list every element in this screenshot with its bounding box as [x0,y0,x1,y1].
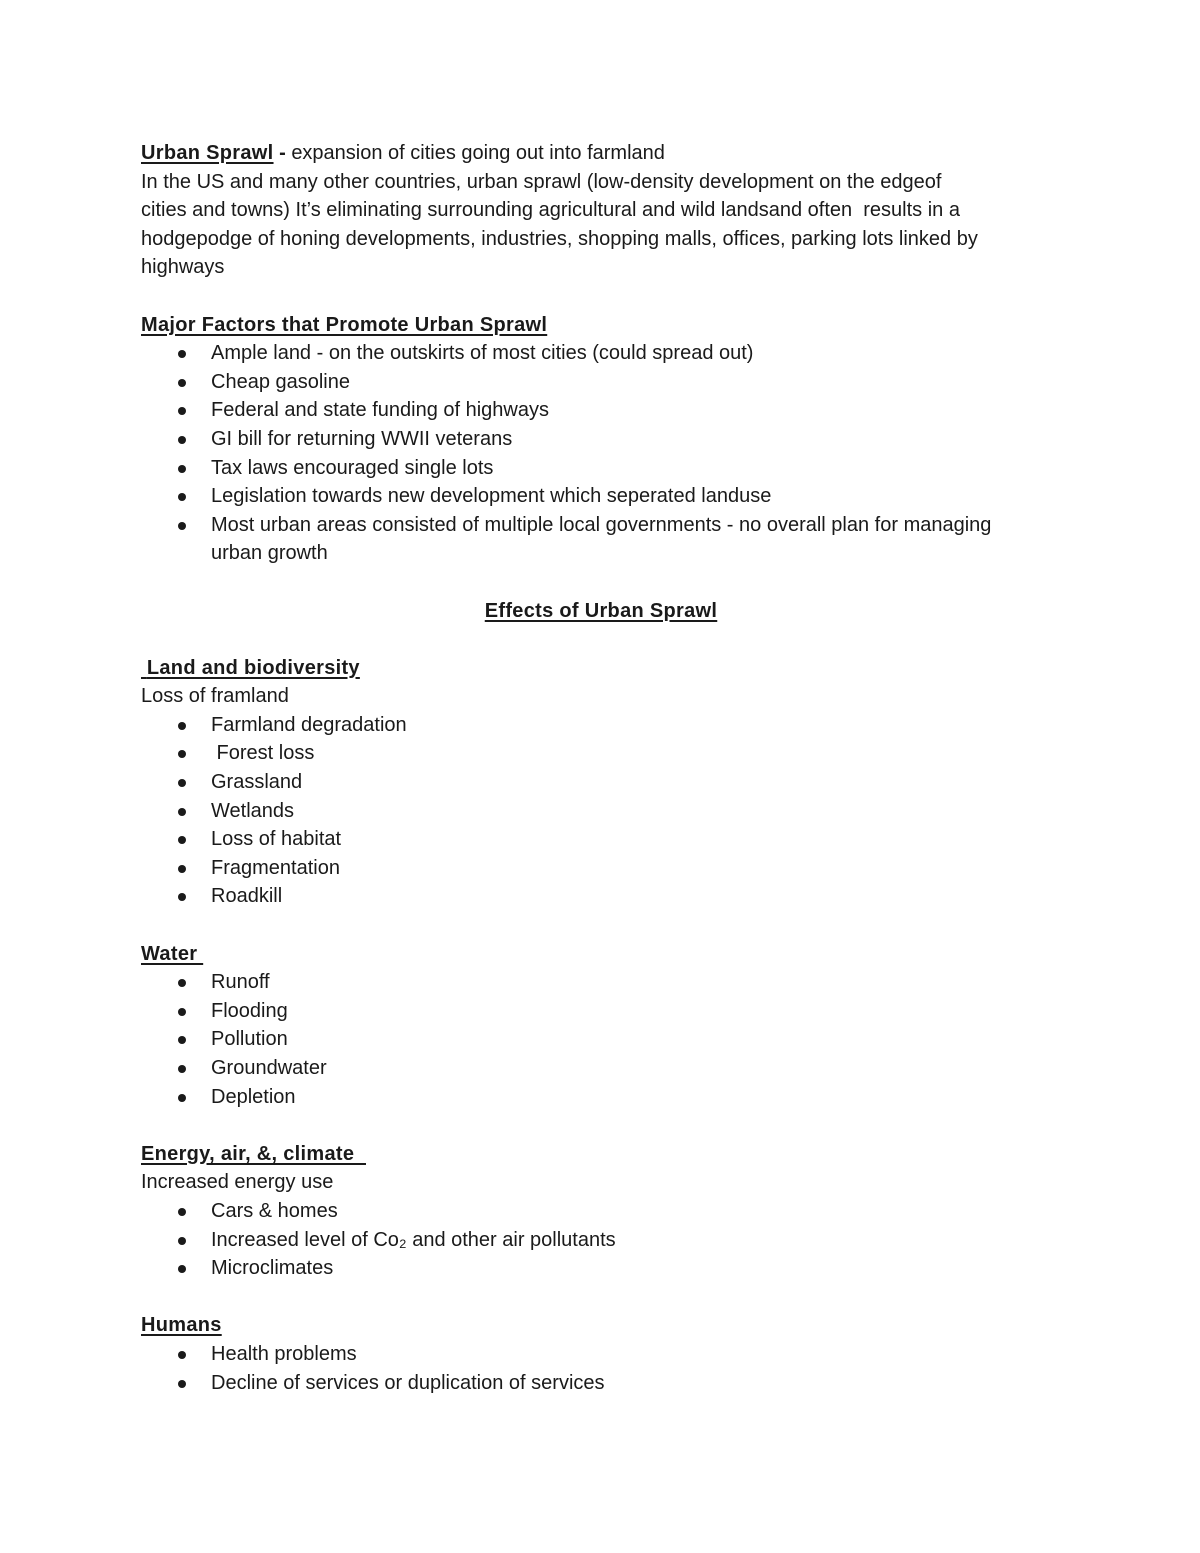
list-item-text: Federal and state funding of highways [211,399,549,422]
list-item [141,1369,1061,1398]
list-item-text: Legislation towards new development which seperated landuse [211,485,772,508]
land-list [141,711,1061,911]
bullet-icon [178,436,186,444]
bullet-icon [178,722,186,730]
list-item [141,454,1061,483]
bullet-icon [178,1380,186,1388]
spacer [141,1111,1061,1140]
bullet-icon [178,750,186,758]
list-item [141,425,1061,454]
list-item [141,1340,1061,1369]
list-item [141,396,1061,425]
list-item [141,825,1061,854]
list-item [141,711,1061,740]
list-item-text: Health problems [211,1342,357,1365]
spacer [141,568,1061,597]
bullet-icon [178,865,186,873]
intro-line [141,139,1061,168]
energy-list [141,1197,1061,1283]
bullet-icon [178,350,186,358]
list-item-text: Groundwater [211,1057,327,1079]
bullet-icon [178,836,186,844]
bullet-icon [178,1094,186,1102]
bullet-icon [178,379,186,387]
list-item [141,368,1061,397]
list-item-text: Runoff [211,971,270,994]
list-item-text: Forest loss [211,742,315,765]
section-subtitle-land: Loss of framland [141,685,289,708]
water-list [141,968,1061,1111]
effects-title: Effects of Urban Sprawl [484,599,718,622]
list-item-text: Pollution [211,1028,288,1051]
list-item [141,854,1061,883]
section-subtitle-energy: Increased energy use [141,1171,334,1194]
list-item [141,482,1061,511]
bullet-icon [178,808,186,816]
bullet-icon [178,493,186,501]
spacer [141,282,1061,311]
list-item [141,882,1061,911]
bullet-icon [178,893,186,901]
section-heading-humans: Humans [141,1314,222,1337]
spacer [141,1283,1061,1312]
intro-paragraph-line: hodgepodge of honing developments, industries, shopping malls, offices, parking lots linked by [141,227,978,250]
list-item-text: Ample land - on the outskirts of most cities (could spread out) [211,342,754,365]
spacer [141,625,1061,654]
list-item-text: Increased level of Co₂ and other air pollutants [211,1228,616,1251]
list-item [141,1197,1061,1226]
list-item-text: GI bill for returning WWII veterans [211,427,513,450]
list-item [141,1226,1061,1255]
intro-paragraph-line: cities and towns) It’s eliminating surrounding agricultural and wild landsand often results in a [141,199,960,222]
bullet-icon [178,979,186,987]
list-item-text: Tax laws encouraged single lots [211,456,494,479]
list-item-text: Cheap gasoline [211,370,350,393]
term-urban-sprawl: Urban Sprawl [141,142,274,164]
section-heading-factors: Major Factors that Promote Urban Sprawl [141,313,548,336]
list-item [141,797,1061,826]
bullet-icon [178,779,186,787]
list-item [141,768,1061,797]
intro-paragraph-line: In the US and many other countries, urban sprawl (low-density development on the edgeof [141,170,942,193]
list-item-text: Depletion [211,1085,296,1108]
term-separator: - [273,142,292,164]
list-item [141,1083,1061,1112]
section-heading-land: Land and biodiversity [141,656,360,679]
list-item-text: Cars & homes [211,1199,338,1222]
bullet-icon [178,1008,186,1016]
term-definition: expansion of cities going out into farmland [291,142,665,164]
list-item-text: Wetlands [211,799,295,822]
list-item-text: Microclimates [211,1257,334,1280]
list-item [141,1054,1061,1083]
list-item-text: Loss of habitat [211,828,342,851]
list-item [141,511,1061,568]
bullet-icon [178,1065,186,1073]
list-item [141,339,1061,368]
bullet-icon [178,522,186,530]
list-item-text: Fragmentation [211,856,340,879]
list-item [141,968,1061,997]
document-page [141,139,1061,1397]
bullet-icon [178,1036,186,1044]
bullet-icon [178,407,186,415]
factors-list [141,339,1061,568]
bullet-icon [178,1351,186,1359]
list-item [141,739,1061,768]
bullet-icon [178,1237,186,1245]
list-item [141,1254,1061,1283]
list-item-text: Most urban areas consisted of multiple local governments - no overall plan for managing urban growth [211,513,992,565]
spacer [141,911,1061,940]
section-heading-water: Water [141,942,204,965]
bullet-icon [178,1208,186,1216]
list-item-text: Grassland [211,771,303,794]
intro-paragraph-line: highways [141,256,225,279]
list-item-text: Decline of services or duplication of services [211,1371,605,1394]
bullet-icon [178,1265,186,1273]
humans-list [141,1340,1061,1397]
list-item-text: Roadkill [211,885,283,908]
list-item [141,997,1061,1026]
list-item-text: Farmland degradation [211,713,407,736]
bullet-icon [178,465,186,473]
list-item [141,1025,1061,1054]
section-heading-energy: Energy, air, &, climate [141,1142,366,1165]
list-item-text: Flooding [211,999,288,1022]
